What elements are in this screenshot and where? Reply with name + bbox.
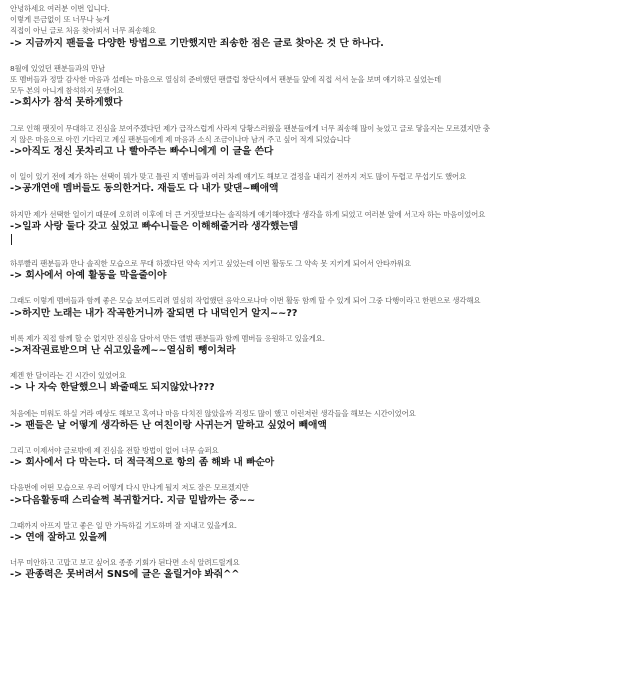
letter-line: 그로 인해 팻짓이 무대하고 진심을 보여주겠다던 제가 급작스럽게 사라져 당황스러웠을 팬분들에게 너무 죄송해 많이 늦었고 글로 닿을지는 모르겠지만 충	[10, 123, 490, 133]
paragraph-block	[10, 520, 625, 545]
letter-line: 하루빨리 팬분들과 만나 솔직한 모습으로 무대 하겠다던 약속 지키고 싶었는데 이번 활동도 그 약속 못 지키게 되어서 안타까워요	[10, 258, 411, 268]
paragraph-spacer	[10, 50, 625, 63]
letter-line: 이 일이 있기 전에 제가 하는 선택이 뭐가 맞고 틀린 지 멤버들과 여러 차례 얘기도 해보고 결정을 내리기 전까지 저도 많이 두렵고 무섭기도 했어요	[10, 172, 466, 182]
paragraph-block	[10, 171, 625, 196]
letter-line: 너무 미안하고 고맙고 보고 싶어요 종종 기회가 된다면 소식 알려드릴게요	[10, 558, 240, 568]
paragraph-block	[10, 557, 625, 582]
commentary-line: -> 팬들은 날 어떻게 생각하든 난 여친이랑 사귀는거 말하고 싶었어 빼애액	[10, 419, 327, 431]
paragraph-block	[10, 3, 625, 50]
commentary-line: -> 회사에서 다 막는다. 더 적극적으로 항의 좀 해봐 내 빠순아	[10, 457, 275, 469]
paragraph-block	[10, 333, 625, 358]
letter-line: 지 않은 마음으로 아낀 기다리고 계실 팬분들에게 제 마음과 소식 조금이나마 남겨 주고 싶어 적게 되었습니다	[10, 134, 351, 144]
paragraph-spacer	[10, 470, 625, 483]
letter-line: 처음에는 미워도 하실 거라 예상도 해보고 혹여나 마음 다치진 않았을까 걱정도 많이 했고 이런저런 생각들을 해보는 시간이었어요	[10, 408, 416, 418]
commentary-line: ->일과 사랑 둘다 갖고 싶었고 빠수니들은 이해해줄거라 생각했는뎀	[10, 220, 299, 232]
paragraph-spacer	[10, 545, 625, 558]
commentary-line: ->회사가 참석 못하게했다	[10, 97, 123, 109]
commentary-line: ->하지만 노래는 내가 작곡한거니까 잘되면 다 내덕인거 알지~~??	[10, 307, 298, 319]
text-cursor	[11, 234, 12, 245]
paragraph-block	[10, 63, 625, 110]
paragraph-spacer	[10, 196, 625, 209]
letter-line: 모두 본의 아니게 참석하지 못했어요	[10, 86, 124, 96]
paragraph-spacer	[10, 432, 625, 445]
paragraph-block	[10, 295, 625, 320]
letter-line: 이렇게 른금없이 또 너무나 늦게	[10, 15, 110, 25]
letter-line: 직접이 아닌 글로 처음 찾아뵈서 너무 죄송해요	[10, 26, 156, 36]
paragraph-spacer	[10, 358, 625, 371]
commentary-line: -> 연애 잘하고 있을께	[10, 531, 107, 543]
letter-line: 비록 제가 직접 함께 할 순 없지만 진심을 담아서 만든 앨범 팬분들과 함께 멤버들 응원하고 있을게요.	[10, 333, 325, 343]
commentary-line: ->공개연애 멤버들도 동의한거다. 재들도 다 내가 맞댄~빼애액	[10, 183, 279, 195]
paragraph-block	[10, 209, 625, 246]
letter-line: 제겐 한 달이라는 긴 시간이 있었어요	[10, 371, 126, 381]
commentary-line: -> 회사에서 아예 활동을 막을줄이야	[10, 270, 167, 282]
paragraph-spacer	[10, 159, 625, 172]
paragraph-spacer	[10, 507, 625, 520]
letter-line: 다음번에 어떤 모습으로 우리 어떻게 다시 만나게 될지 저도 잘은 모르겠지만	[10, 483, 249, 493]
paragraph-block	[10, 445, 625, 470]
paragraph-block	[10, 258, 625, 283]
paragraph-block	[10, 482, 625, 507]
paragraph-spacer	[10, 245, 625, 258]
letter-line: 그래도 이렇게 멤버들과 함께 좋은 모습 보여드리려 열심히 작업했던 음악으로나마 이번 활동 함께 할 수 있게 되어 그중 다행이라고 한편으로 생각해요	[10, 296, 481, 306]
letter-line: 그리고 이제서야 글로밖에 제 진심을 전할 방법이 없어 너무 슬퍼요	[10, 445, 219, 455]
letter-line: 안녕하세요 여러분 이번 입니다.	[10, 4, 110, 13]
letter-line: 하지만 제가 선택한 일이기 때문에 오히려 이후에 더 큰 거짓말보다는 솔직하게 얘기해야겠다 생각을 하게 되었고 여러분 앞에 서고자 하는 마음이었어요	[10, 209, 486, 219]
paragraph-spacer	[10, 283, 625, 296]
paragraph-block	[10, 408, 625, 433]
commentary-line: -> 나 자숙 한달했으니 봐줄때도 되지않았나???	[10, 382, 215, 394]
commentary-line: -> 관종력은 못버려서 SNS에 글은 올릴거야 봐줘^^	[10, 569, 240, 581]
letter-line: 그때까지 아프지 말고 좋은 일 만 가득하길 기도하며 잘 지내고 있을게요.	[10, 520, 237, 530]
commentary-line: ->저작권료받으며 난 쉬고있을께~~열심히 뺑이쳐라	[10, 344, 236, 356]
letter-line: 8월에 있었던 팬분들과의 만남	[10, 63, 106, 73]
paragraph-block	[10, 370, 625, 395]
commentary-line: -> 지금까지 팬들을 다양한 방법으로 기만했지만 죄송한 점은 글로 찾아온 것 단 하나다.	[10, 37, 384, 49]
paragraph-spacer	[10, 110, 625, 123]
commentary-line: ->아직도 정신 못차리고 나 빨아주는 빠수니에게 이 글을 쓴다	[10, 146, 274, 157]
paragraph-spacer	[10, 320, 625, 333]
paragraph-block	[10, 123, 625, 159]
letter-line: 또 멤버들과 정말 감사한 마음과 설레는 마음으로 열심히 준비했던 팬클럽 창단식에서 팬분들 앞에 직접 서서 눈을 보며 얘기하고 싶었는데	[10, 75, 441, 84]
paragraph-spacer	[10, 395, 625, 408]
commentary-line: ->다음활동때 스리슬쩍 복귀할거다. 지금 밑밥까는 중~~	[10, 494, 256, 506]
